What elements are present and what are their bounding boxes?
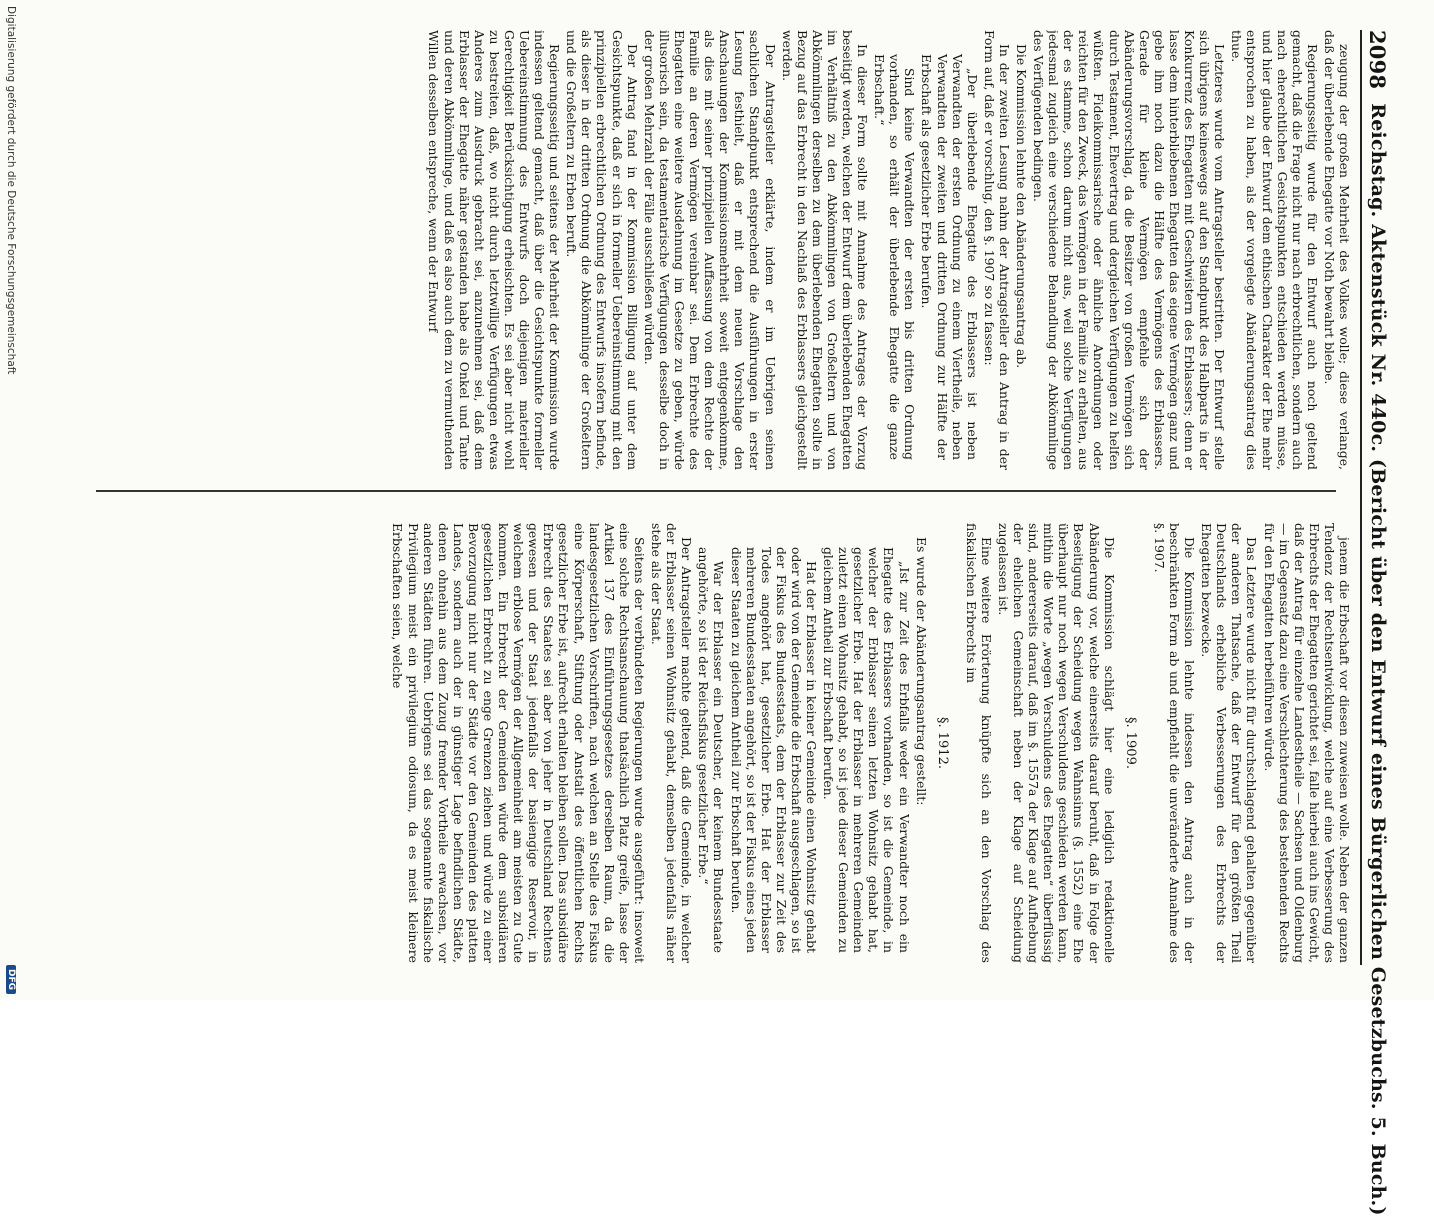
paragraph: Der Antragsteller machte geltend, daß die Gemeinde, in welcher der Erblasser seinen Wohnsitz gehabt, demselben jedenfalls näher stehe als der Staat. — [649, 523, 695, 963]
section-heading-1909: §. 1909. — [1122, 717, 1138, 769]
paragraph: Die Kommission lehnte indessen den Antrag auch in der beschränkten Form ab und empfiehlt die unveränderte Annahme des §. 1907. — [1151, 523, 1198, 963]
page-title: Reichstag. Aktenstück Nr. 440c. (Bericht über den Entwurf eines Bürgerlichen Gesetzbuchs. 5. Buch.) — [1367, 103, 1389, 1216]
quoted-paragraph: War der Erblasser ein Deutscher, der keinem Bundesstaate angehörte, so ist der Reichsfiskus gesetzlicher Erbe.“ — [696, 547, 727, 953]
paragraph: jenem die Erbschaft vor diesen zuweisen wolle. Neben der ganzen Tendenz der Rechtsentwicklung, welche auf eine Verbesserung des Erbrechts der Ehegatten gerichtet sei, falle hierbei auch ins Gewicht, daß der Antrag für einzelne Landestheile — Sachsen und Oldenburg — im Gegensatz dazu eine Verschlechterung des bestehenden Rechts für den Ehegatten herbeiführen würde. — [1261, 523, 1352, 963]
column-divider — [96, 490, 1336, 492]
page-header — [1360, 30, 1394, 1216]
paragraph: Das Letztere wurde nicht für durchschlagend gehalten gegenüber der anderen Thatsache, daß der Entwurf für den größten Theil Deutschlands erhebliche Verbesserungen des Erbrechts der Ehegatten bezwecke. — [1199, 523, 1260, 963]
paragraph: Seitens der verbündeten Regierungen wurde ausgeführt: insoweit eine solche Rechtsanschauung thatsächlich Platz greife, lasse der Artikel 137 des Einführungsgesetzes derselben Raum, da die landesgesetzlichen Vorschriften, nach welchen an Stelle des Fiskus eine Körperschaft, Stiftung oder Anstalt des öffentlichen Rechts gesetzlicher Erbe ist, aufrecht erhalten bleiben sollen. Das subsidiäre Erbrecht des Staates sei aber von jeher in Deutschland Rechtens gewesen und der Staat jedenfalls der basiengige Reservoir, in welchem erblose Vermögen der Allgemeinheit am meisten zu Gute kommen. Ein Erbrecht der Gemeinden würde dem subsidiären gesetzlichen Erbrecht zu enge Grenzen ziehen und würde zu einer Bevorzugung nicht nur der Städte vor den Gemeinden des platten Landes, sondern auch der in günstiger Lage befindlichen Städte, denen ohnehin aus dem Zuzug fremder Vortheile erwachsen, vor anderen Städten führen. Uebrigens sei das sogenannte fiskalische Privilegium meist ein privilegium odiosum, da es meist kleinere Erbschaften seien, welche — [390, 523, 647, 963]
right-column — [90, 523, 1352, 963]
quoted-paragraph: Hat der Erblasser in keiner Gemeinde einen Wohnsitz gehabt oder wird von der Gemeinde die Erbschaft ausgeschlagen, so ist der Fiskus des Bundesstaats, dem der Erblasser zur Zeit des Todes angehört hat, gesetzlicher Erbe. Hat der Erblasser mehreren Bundesstaaten angehört, so ist der Fiskus eines jeden dieser Staaten zu gleichem Antheil zur Erbschaft berufen. — [728, 547, 819, 953]
paragraph: In dieser Form sollte mit Annahme des Antrages der Vorzug beseitigt werden, welchen der Entwurf dem überlebenden Ehegatten im Verhältniß zu den Abkömmlingen von Großeltern und von Abkömmlingen derselben zu dem überlebenden Ehegatten sollte in Bezug auf das Erbrecht in den Nachlaß des Erblassers gleichgestellt werden. — [779, 30, 871, 470]
paragraph: zeugung der großen Mehrheit des Volkes wolle; diese verlange, daß der überlebende Ehegatte vor Noth bewahrt bleibe. — [1321, 30, 1352, 470]
paragraph: Letzteres wurde vom Antragsteller bestritten. Der Entwurf stelle sich übrigens keineswegs auf den Standpunkt des Halbparts in der Konkurrenz des Ehegatten mit Geschwistern des Erblassers; denn er lasse dem hinterbliebenen Ehegatten das eigene Vermögen ganz und gebe ihm noch dazu die Hälfte des Vermögens des Erblassers. Gerade für kleine Vermögen empfehle sich der Abänderungsvorschlag, da die Besitzer von großen Vermögen sich durch Testament, Ehevertrag und dergleichen Verfügungen zu helfen wüßten. Fideikommissarische oder ähnliche Anordnungen oder reichten für den Zweck, das Vermögen in der Familie zu erhalten, aus der es stamme, schon darum nicht aus, weil solche Verfügungen jedesmal zugleich eine verschiedene Behandlung der Abkömmlinge des Verfügenden bedingen. — [1031, 30, 1228, 470]
paragraph: Es wurde der Abänderungsantrag gestellt: — [913, 537, 929, 806]
dfg-logo: DFG — [6, 965, 16, 994]
paragraph: Die Kommission lehnte den Abänderungsantrag ab. — [1014, 44, 1030, 369]
paragraph: Eine weitere Erörterung knüpfte sich an den Vorschlag des fiskalischen Erbrechts im — [963, 523, 994, 963]
digitization-credit: Digitalisierung gefördert durch die Deutsche Forschungsgemeinschaft — [5, 6, 17, 375]
left-column — [90, 30, 1352, 470]
paragraph: Regierungsseitig wurde für den Entwurf auch noch geltend gemacht, daß die Frage nicht nur nach erbrechtlichen, sondern auch nach eherechtlichen Gesichtspunkten entschieden werden müsse, und hier glaube der Entwurf dem ethischen Charakter der Ehe mehr entsprochen zu haben, als der vorgelegte Abänderungsantrag dies thue. — [1229, 30, 1320, 470]
paragraph: Der Antrag fand in der Kommission Billigung auf unter dem Gesichtspunkte, daß er sich in formeller Uebereinstimmung mit den prinzipiellen erbrechtlichen Ordnung des Entwurfs insofern befinde, als dieser in der dritten Ordnung die Abkömmlinge der Großeltern und die Großeltern zu Erben beruft. — [564, 30, 640, 470]
quoted-paragraph: „Der überlebende Ehegatte des Erblassers ist neben Verwandten der ersten Ordnung zu einem Viertheile, neben Verwandten der zweiten und dritten Ordnung zur Hälfte der Erbschaft als gesetzlicher Erbe berufen. — [919, 54, 980, 460]
quoted-paragraph: „Ist zur Zeit des Erbfalls weder ein Verwandter noch ein Ehegatte des Erblassers vorhanden, so ist die Gemeinde, in welcher der Erblasser seinen letzten Wohnsitz gehabt hat, gesetzlicher Erbe. Hat der Erblasser in mehreren Gemeinden zuletzt einen Wohnsitz gehabt, so ist jede dieser Gemeinden zu gleichem Antheil zur Erbschaft berufen. — [821, 547, 912, 953]
page-number: 2098 — [1365, 30, 1391, 90]
paragraph: Der Antragsteller erklärte, indem er im Uebrigen seinen sachlichen Standpunkt entsprechend die Ausführungen in erster Lesung festhielt, daß er mit dem neuen Vorschlage den Anschauungen der Kommissionsmehrheit soweit entgegenkomme, als dies mit seiner prinzipiellen Auffassung von dem Rechte der Familie an deren Vermögen vereinbar sei. Dem Erbrechte des Ehegatten eine weitere Ausdehnung im Gesetze zu geben, würde illusorisch sein, da testamentarische Verfügungen desselbe doch in der großen Mehrzahl der Fälle ausschließen würden. — [641, 30, 778, 470]
page-footer — [4, 6, 18, 994]
section-heading-1912: §. 1912. — [934, 717, 950, 769]
paragraph: Regierungsseitig und seitens der Mehrheit der Kommission wurde indessen geltend gemacht, daß über die Gesichtspunkte formeller Uebereinstimmung des Entwurfs doch diejenigen materieller Gerechtigkeit Berücksichtigung erheischten. Es sei aber nicht wohl zu bestreiten, daß, wo nicht durch letztwillige Verfügungen etwas Anderes zum Ausdruck gebracht sei, anzunehmen sei, daß dem Erblasser der Ehegatte näher gestanden habe als Onkel und Tante und deren Abkömmlinge, und daß es also auch dem zu vermuthenden Willen desselben entspreche, wenn der Entwurf — [426, 30, 563, 470]
paragraph: In der zweiten Lesung nahm der Antragsteller den Antrag in der Form auf, daß er vorschlug, den §. 1907 so zu fassen: — [981, 30, 1012, 470]
paragraph: Die Kommission schlägt hier eine lediglich redaktionelle Abänderung vor, welche einerseits darauf beruht, daß in Folge der Beseitigung der Scheidung wegen Wahnsinns (§. 1552) eine Ehe überhaupt nur noch wegen Verschuldens geschieden werden kann, mithin die Worte „wegen Verschuldens des Ehegatten“ überflüssig sind, andererseits darauf, daß im §. 1557a der Klage auf Aufhebung der ehelichen Gemeinschaft neben der Klage auf Scheidung zugelassen ist. — [996, 523, 1117, 963]
quoted-paragraph: Sind keine Verwandten der ersten bis dritten Ordnung vorhanden, so erhält der überlebende Ehegatte die ganze Erbschaft.“ — [872, 54, 918, 460]
